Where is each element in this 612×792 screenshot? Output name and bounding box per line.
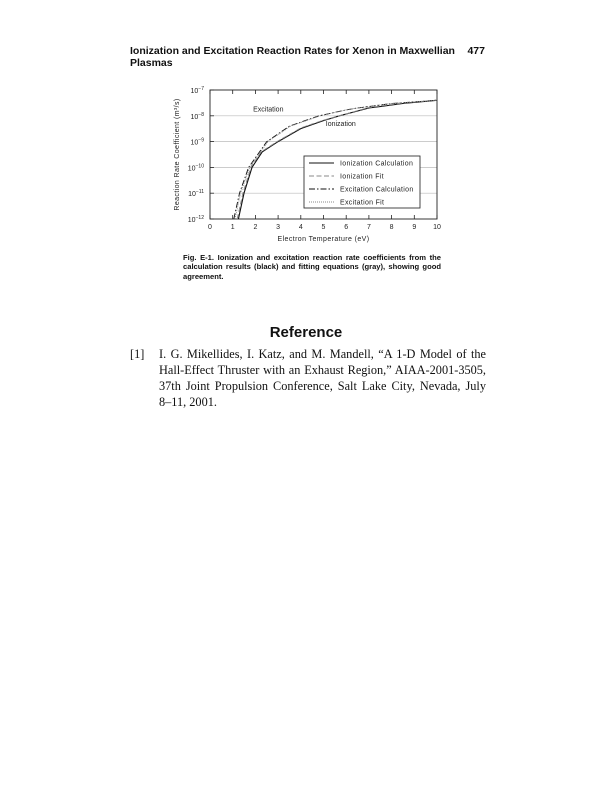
x-tick-label: 7 [366,224,371,231]
reference-text: I. G. Mikellides, I. Katz, and M. Mandell, “A 1-D Model of the Hall-Effect Thruster with an Exhaust Region,” AIAA-2001-3505, 37th Joint Propulsion Conference, Salt Lake City, Nevada, July 8–11, 2001. [159,347,486,409]
reference-heading: Reference [269,324,343,341]
x-tick-label: 4 [298,224,303,231]
x-tick-label: 10 [433,224,441,231]
x-axis-label: Electron Temperature (eV) [277,236,370,243]
legend [304,156,420,208]
y-tick-label: $10^{-11}$ [188,189,204,199]
header-title: Ionization and Excitation Reaction Rates for Xenon in Maxwellian Plasmas [130,45,455,69]
x-tick-label: 1 [230,224,235,231]
annotation-excitation: Excitation [253,106,284,114]
x-tick-label: 8 [389,224,394,231]
x-tick-label: 5 [321,224,326,231]
legend-label: Ionization Fit [340,173,384,181]
figure-caption: Fig. E-1. Ionization and excitation reaction rate coefficients from the calculation results (black) and fitting equations (gray), showing good agreement. [183,253,441,281]
y-axis-label: Reaction Rate Coefficient (m³/s) [174,98,181,211]
y-tick-label: $10^{-12}$ [187,215,204,224]
x-tick-label: 0 [208,224,212,231]
x-tick-label: 3 [276,224,281,231]
y-tick-label: $10^{-8}$ [190,111,204,121]
annotation-ionization: Ionization [325,121,356,129]
y-tick-label: $10^{-9}$ [190,137,204,147]
legend-label: Excitation Calculation [340,186,414,194]
legend-label: Excitation Fit [340,199,385,207]
reference-item [130,346,486,410]
rate-coefficient-chart [160,80,450,252]
legend-label: Ionization Calculation [340,160,414,168]
reference-number: [1] [130,347,145,361]
running-header [130,45,485,69]
x-tick-label: 9 [412,224,417,231]
y-tick-label: $10^{-7}$ [190,86,204,95]
y-tick-label: $10^{-10}$ [187,163,204,173]
x-tick-label: 2 [253,224,258,231]
page-number: 477 [467,45,485,57]
x-tick-label: 6 [344,224,349,231]
